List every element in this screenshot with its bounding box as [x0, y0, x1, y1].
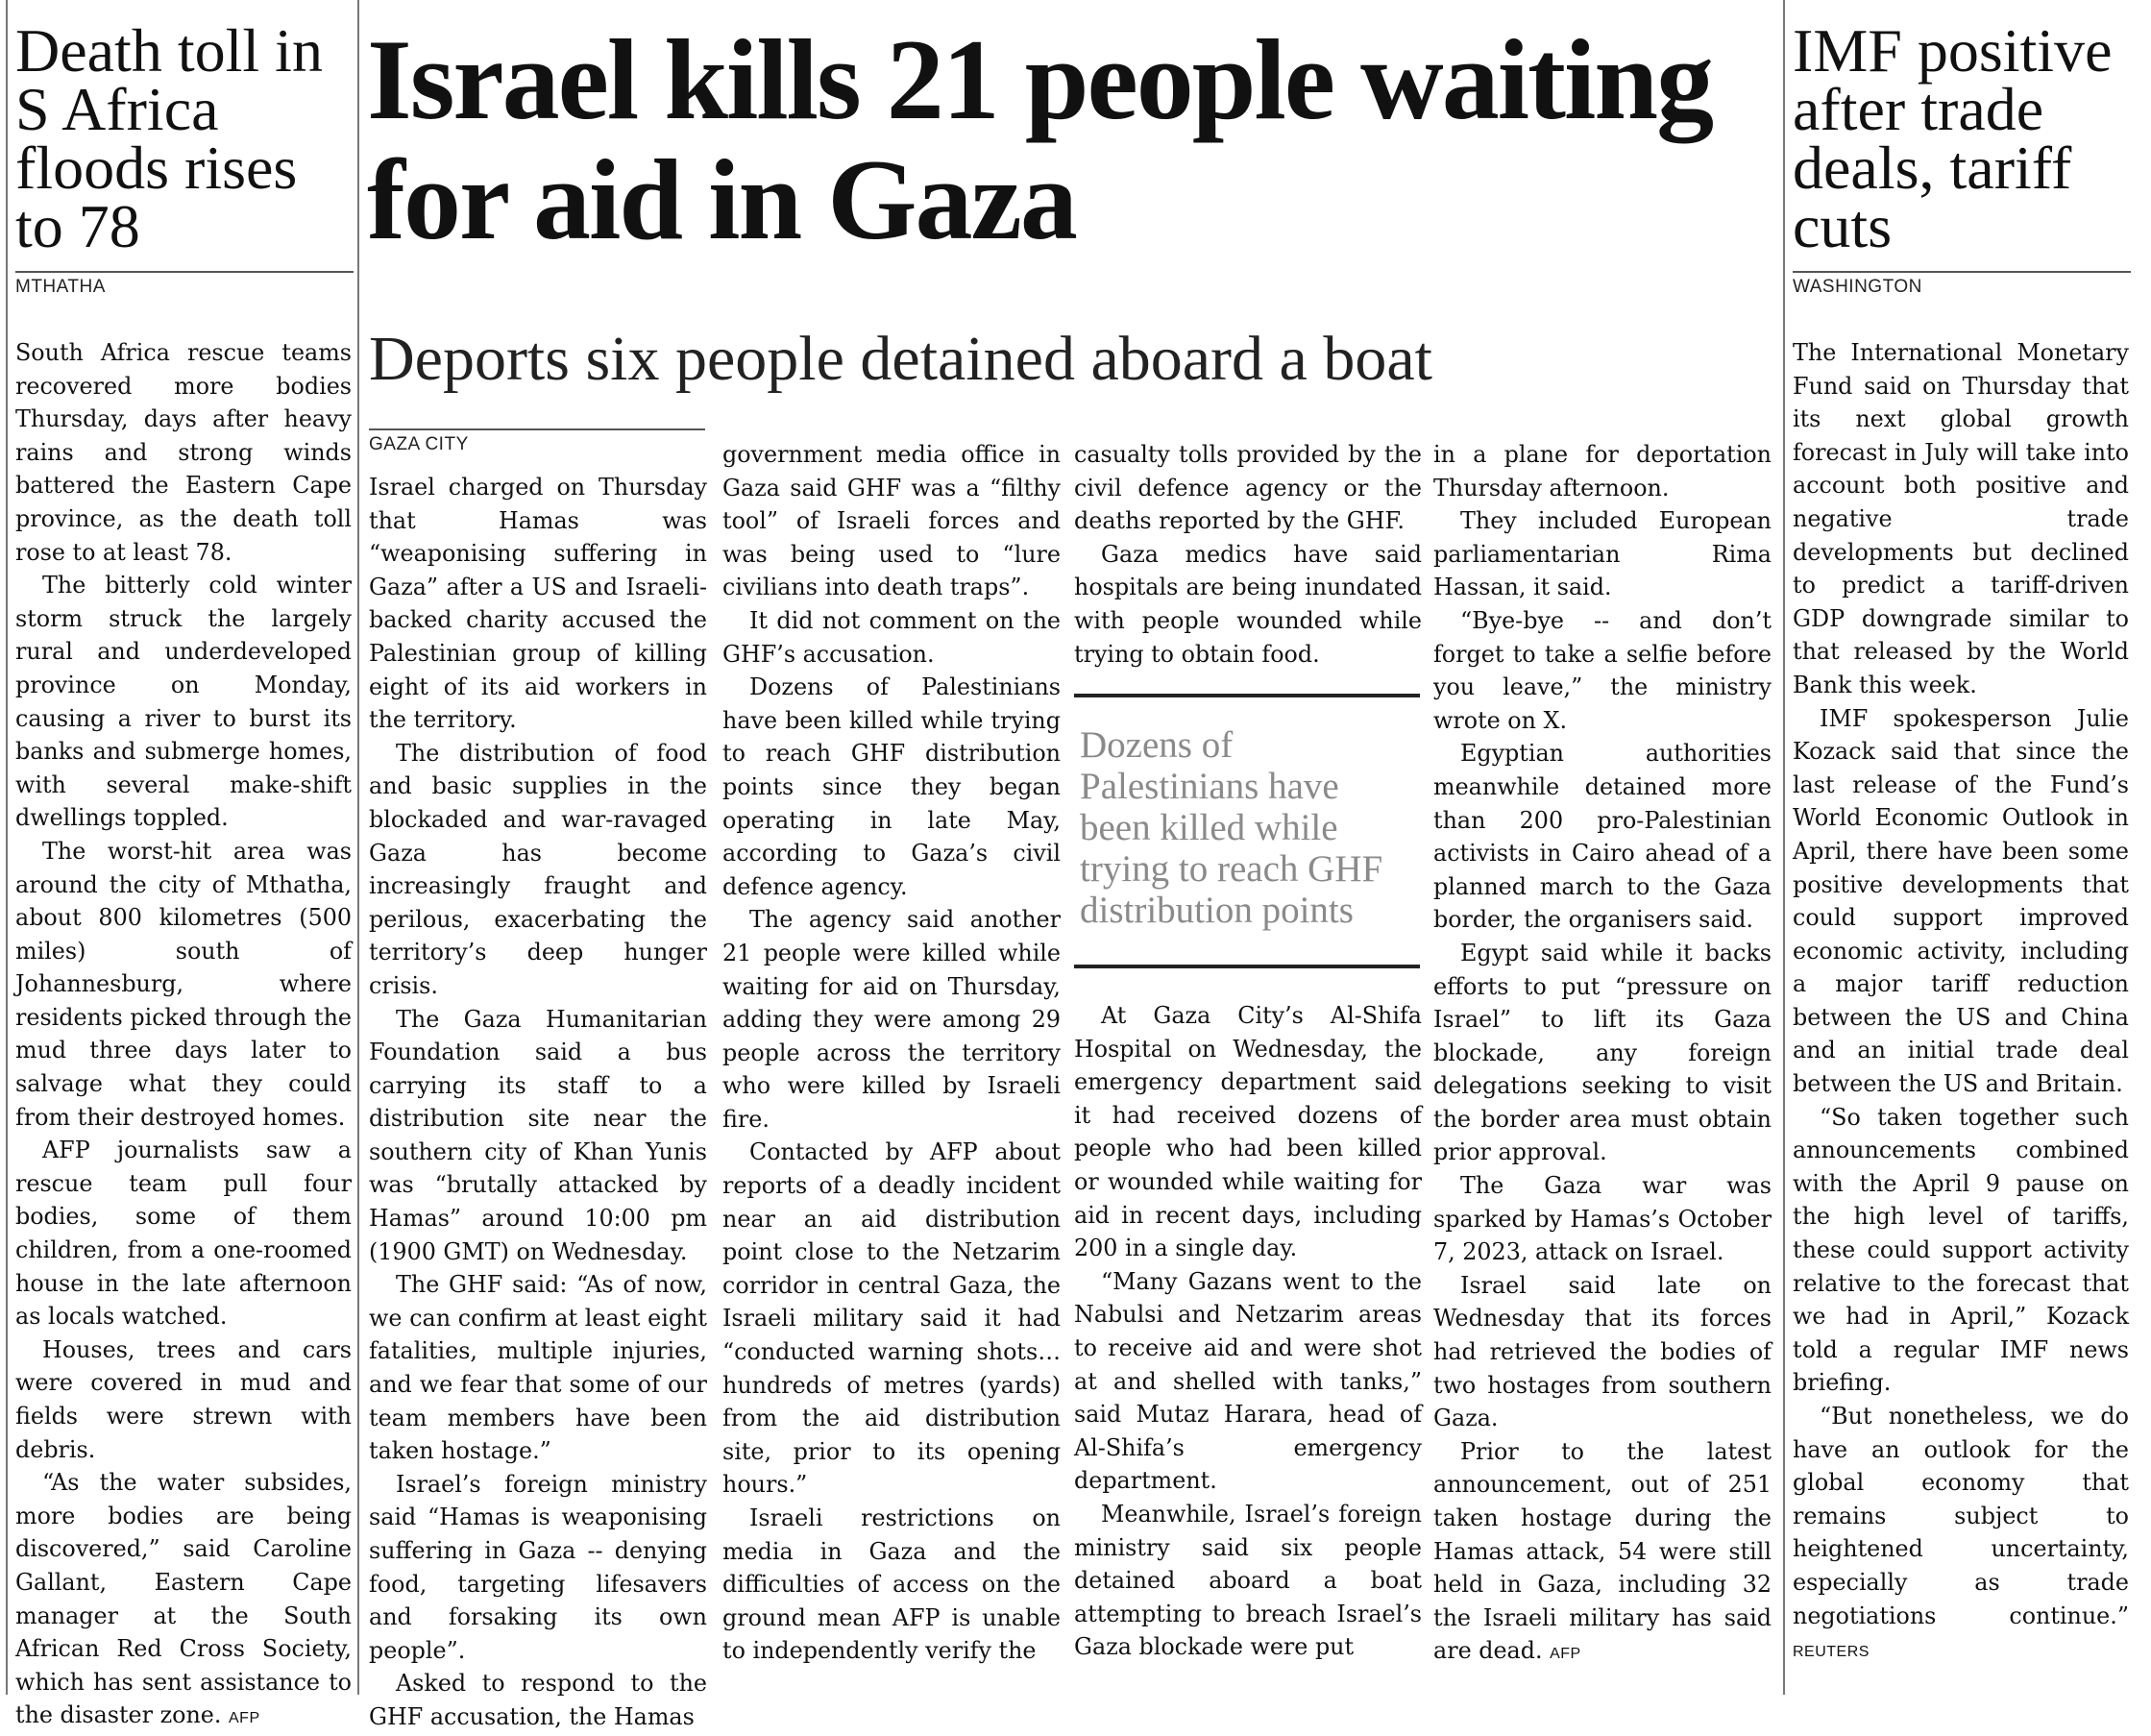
left-paragraph: “As the water subsides, more bodies are being discovered,” said Caroline Gallant, Eastern Cape manager at the South African Red Cross Society, which has sent assistance to the disaster zone.: [15, 1469, 352, 1729]
main-story-credit: AFP: [1550, 1646, 1581, 1663]
pull-quote: [1074, 694, 1420, 968]
main-column-1: [369, 471, 707, 1734]
left-story-dateline: MTHATHA: [15, 271, 354, 298]
main-paragraph: The GHF said: “As of now, we can confirm at least eight fatalities, multiple injuries, and we fear that some of our team members have been taken hostage.”: [369, 1271, 707, 1465]
right-story-headline: IMF positive after trade deals, tariff cuts: [1793, 16, 2113, 260]
main-paragraph: Gaza medics have said hospitals are being inundated with people wounded while trying to obtain food.: [1074, 540, 1422, 668]
main-paragraph: Meanwhile, Israel’s foreign ministry said six people detained aboard a boat attempting to breach Israel’s Gaza blockade were put: [1074, 1500, 1422, 1661]
column-rule-left: [357, 0, 359, 1695]
right-story-credit: REUTERS: [1793, 1644, 1870, 1661]
main-paragraph: Contacted by AFP about reports of a deadly incident near an aid distribution point close to the Netzarim corridor in central Gaza, the Israeli military said it had “conducted warning shots… hundreds of metres (yards) from the aid distribution site, prior to its opening hours.”: [722, 1138, 1061, 1499]
right-story-dateline: WASHINGTON: [1793, 271, 2131, 298]
main-paragraph: The agency said another 21 people were killed while waiting for aid on Thursday, adding they were among 29 people across the territory who were killed by Israeli fire.: [722, 906, 1061, 1133]
main-paragraph: The Gaza war was sparked by Hamas’s October 7, 2023, attack on Israel.: [1433, 1172, 1772, 1266]
main-paragraph: “Many Gazans went to the Nabulsi and Netzarim areas to receive aid and were shot at and shelled with tanks,” said Mutaz Harara, head of Al-Shifa’s emergency department.: [1074, 1267, 1422, 1495]
main-paragraph: casualty tolls provided by the civil defence agency or the deaths reported by the GHF.: [1074, 441, 1422, 535]
main-paragraph: Egyptian authorities meanwhile detained more than 200 pro-Palestinian activists in Cairo ahead of a planned march to the Gaza border, the organisers said.: [1433, 740, 1772, 934]
main-deck: Deports six people detained aboard a boat: [369, 324, 1432, 394]
left-paragraph: The worst-hit area was around the city of Mthatha, about 800 kilometres (500 miles) south of Johannesburg, where residents picked through the mud three days later to salvage what they could from their destroyed homes.: [15, 837, 352, 1131]
left-story-credit: AFP: [229, 1710, 260, 1727]
pull-quote-text: Dozens of Palestinians have been killed while trying to reach GHF distribution points: [1080, 724, 1383, 931]
left-paragraph: The bitterly cold winter storm struck the largely rural and underdeveloped province on Monday, causing a river to burst its banks and submerge homes, with several make-shift dwellings toppled.: [15, 572, 352, 832]
main-headline: Israel kills 21 people waiting for aid in Gaza: [367, 15, 1713, 263]
main-paragraph: Israel said late on Wednesday that its forces had retrieved the bodies of two hostages from southern Gaza.: [1433, 1271, 1772, 1432]
main-paragraph: It did not comment on the GHF’s accusation.: [722, 606, 1061, 668]
main-column-2: [722, 438, 1061, 1668]
left-story-headline: Death toll in S Africa floods rises to 78: [15, 16, 323, 260]
main-paragraph: The distribution of food and basic supplies in the blockaded and war-ravaged Gaza has become increasingly fraught and perilous, exacerbating the territory’s deep hunger crisis.: [369, 739, 707, 999]
main-paragraph: government media office in Gaza said GHF was a “filthy tool” of Israeli forces and was being used to “lure civilians into death traps”.: [722, 441, 1061, 601]
main-paragraph: Israel charged on Thursday that Hamas was “weaponising suffering in Gaza” after a US and Israeli-backed charity accused the Palestinian group of killing eight of its aid workers in the territory.: [369, 474, 707, 734]
main-paragraph: in a plane for deportation Thursday afternoon.: [1433, 441, 1772, 501]
main-column-3-bottom: [1074, 999, 1422, 1664]
main-paragraph: Prior to the latest announcement, out of 251 taken hostage during the Hamas attack, 54 were still held in Gaza, including 32 the Israeli military has said are dead.: [1433, 1437, 1772, 1665]
right-story: [1793, 16, 2131, 298]
main-paragraph: Egypt said while it backs efforts to put “pressure on Israel” to lift its Gaza blockade, any foreign delegations seeking to visit the border area must obtain prior approval.: [1433, 939, 1772, 1166]
main-paragraph: Asked to respond to the GHF accusation, the Hamas: [369, 1670, 707, 1730]
main-paragraph: The Gaza Humanitarian Foundation said a bus carrying its staff to a distribution site near the southern city of Khan Yunis was “brutally attacked by Hamas” around 10:00 pm (1900 GMT) on Wednesday.: [369, 1005, 707, 1265]
column-rule-left-edge: [6, 0, 8, 1695]
right-story-body: [1793, 336, 2129, 1670]
main-paragraph: Dozens of Palestinians have been killed while trying to reach GHF distribution points since they began operating in late May, according to Gaza’s civil defence agency.: [722, 673, 1061, 900]
right-paragraph: IMF spokesperson Julie Kozack said that since the last release of the Fund’s World Economic Outlook in April, there have been some positive developments that could support improved economic activity, including a major tariff reduction between the US and China and an initial trade deal between the US and Britain.: [1793, 704, 2129, 1098]
right-paragraph: “But nonetheless, we do have an outlook for the global economy that remains subject to heightened uncertainty, especially as trade negotiations continue.”: [1793, 1403, 2129, 1629]
left-story-body: [15, 336, 352, 1736]
column-rule-right: [1783, 0, 1785, 1695]
main-dateline: GAZA CITY: [369, 428, 705, 455]
pull-quote-rule-bottom: [1074, 965, 1420, 968]
left-paragraph: South Africa rescue teams recovered more bodies Thursday, days after heavy rains and strong winds battered the Eastern Cape province, as the death toll rose to at least 78.: [15, 339, 352, 566]
left-paragraph: AFP journalists saw a rescue team pull four bodies, some of them children, from a one-roomed house in the late afternoon as locals watched.: [15, 1137, 352, 1331]
main-column-4: [1433, 438, 1772, 1672]
main-paragraph: At Gaza City’s Al-Shifa Hospital on Wednesday, the emergency department said it had received dozens of people who had been killed or wounded while waiting for aid in recent days, including 200 in a single day.: [1074, 1002, 1422, 1262]
left-paragraph: Houses, trees and cars were covered in mud and fields were strewn with debris.: [15, 1335, 352, 1463]
pull-quote-rule-top: [1074, 694, 1420, 697]
main-paragraph: Israel’s foreign ministry said “Hamas is weaponising suffering in Gaza -- denying food, targeting lifesavers and forsaking its own people”.: [369, 1470, 707, 1664]
right-paragraph: The International Monetary Fund said on Thursday that its next global growth forecast in July will take into account both positive and negative trade developments but declined to predict a tariff-driven GDP downgrade similar to that released by the World Bank this week.: [1793, 339, 2129, 698]
left-story: [15, 16, 354, 298]
right-paragraph: “So taken together such announcements combined with the April 9 pause on the high level of tariffs, these could support activity relative to the forecast that we had in April,” Kozack told a regular IMF news briefing.: [1793, 1103, 2129, 1397]
main-paragraph: Israeli restrictions on media in Gaza and the difficulties of access on the ground mean AFP is unable to independently verify the: [722, 1504, 1061, 1665]
main-paragraph: “Bye-bye -- and don’t forget to take a selfie before you leave,” the ministry wrote on X.: [1433, 606, 1772, 734]
main-paragraph: They included European parliamentarian Rima Hassan, it said.: [1433, 507, 1772, 601]
main-column-3-top: [1074, 438, 1422, 671]
